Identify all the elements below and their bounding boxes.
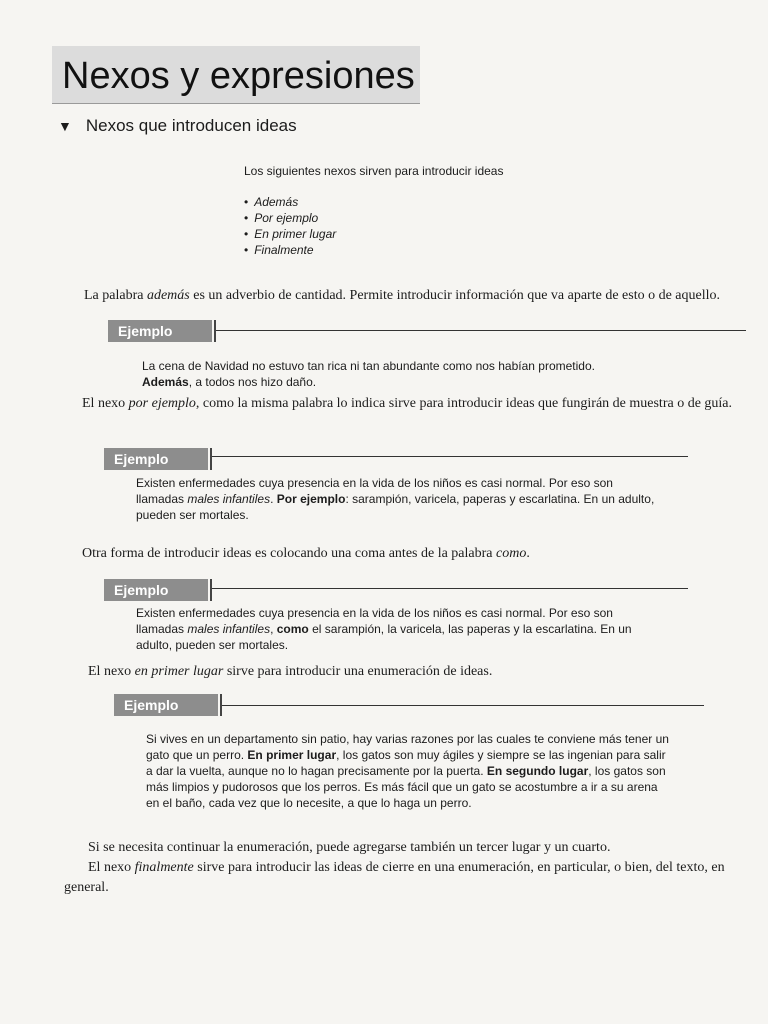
example-label: Ejemplo	[108, 320, 212, 342]
example-rule	[222, 705, 704, 706]
text-run: : sarampión, varicela, paperas y escarlatina. En un adulto, pueden ser mortales.	[136, 492, 655, 522]
paragraph-continuar: Si se necesita continuar la enumeración, puede agregarse también un tercer lugar y un cuarto.	[88, 840, 611, 855]
text-run: La cena de Navidad no estuvo tan rica ni tan abundante como nos habían prometido.	[142, 359, 595, 373]
nexos-list	[244, 194, 336, 258]
example-label: Ejemplo	[114, 694, 218, 716]
text-run: el sarampión, la varicela, las paperas y la escarlatina. En un adulto, pueden ser mortales.	[136, 622, 632, 652]
example-text-2	[136, 475, 660, 523]
paragraph-como	[82, 544, 742, 564]
text-run: El nexo	[88, 860, 135, 875]
list-item: • Finalmente	[244, 242, 336, 258]
paragraph-finalmente	[64, 858, 750, 898]
text-run: , a todos nos hizo daño.	[188, 375, 317, 389]
example-divider	[210, 448, 212, 470]
example-rule	[216, 330, 746, 331]
text-run: , los gatos son más limpios y pudorosos que los perros. Es más fácil que un gato se acostumbre a ir a su arena en el baño, cada vez que lo necesite, a que lo haga un perro.	[146, 764, 666, 810]
text-run: , como la misma palabra lo indica sirve para introducir ideas que fungirán de muestra o de guía.	[195, 396, 733, 411]
example-text-4	[146, 731, 672, 811]
term-italic: en primer lugar	[134, 664, 224, 679]
text-run: sirve para introducir las ideas de cierre en una enumeración, en particular, o bien, del texto, en general.	[64, 860, 725, 895]
text-run: ,	[270, 622, 277, 636]
list-item: • En primer lugar	[244, 226, 336, 242]
section-heading-text: Nexos que introducen ideas	[85, 116, 297, 135]
term-italic: como	[496, 546, 527, 561]
list-item: • Por ejemplo	[244, 210, 336, 226]
nexo-bold: como	[276, 622, 309, 636]
section-heading	[58, 116, 297, 136]
text-run: Otra forma de introducir ideas es colocando una coma antes de la palabra	[82, 546, 496, 561]
example-rule	[212, 456, 688, 457]
nexo-bold: Además	[142, 375, 189, 389]
example-text-3	[136, 605, 660, 653]
bleed-through-stripe	[140, 812, 740, 830]
text-run: , los gatos son muy ágiles y siempre se las ingenian para salir a dar la vuelta, aunque no lo hagan precisamente por la puerta.	[146, 748, 666, 778]
triangle-down-icon: ▼	[58, 118, 72, 134]
term-italic: por ejemplo	[128, 396, 196, 411]
example-text-1	[142, 358, 702, 390]
list-item: • Además	[244, 194, 336, 210]
italic-run: males infantiles	[187, 492, 271, 506]
example-divider	[214, 320, 216, 342]
italic-run: males infantiles	[187, 622, 271, 636]
example-label: Ejemplo	[104, 448, 208, 470]
text-run: .	[526, 546, 530, 561]
text-run: La palabra	[84, 288, 147, 303]
example-divider	[210, 579, 212, 601]
paragraph-por-ejemplo	[60, 394, 750, 414]
title-rule	[52, 103, 420, 104]
nexo-bold: Por ejemplo	[276, 492, 346, 506]
example-label: Ejemplo	[104, 579, 208, 601]
text-run: Existen enfermedades cuya presencia en la vida de los niños es casi normal. Por eso son llamadas	[136, 606, 613, 636]
term-italic: además	[146, 288, 190, 303]
text-run: es un adverbio de cantidad. Permite introducir información que va aparte de esto o de aquello.	[189, 288, 721, 303]
text-run: El nexo	[82, 396, 129, 411]
text-run: El nexo	[88, 664, 135, 679]
example-rule	[212, 588, 688, 589]
text-run: Existen enfermedades cuya presencia en la vida de los niños es casi normal. Por eso son llamadas	[136, 476, 613, 506]
page-title: Nexos y expresiones	[62, 55, 415, 97]
nexo-bold: En primer lugar	[247, 748, 337, 762]
text-run: .	[270, 492, 277, 506]
nexo-bold: En segundo lugar	[486, 764, 589, 778]
term-italic: finalmente	[134, 860, 194, 875]
bleed-through-text	[360, 116, 433, 132]
text-run: Si vives en un departamento sin patio, hay varias razones por las cuales te conviene más tener un gato que un perro.	[146, 732, 669, 762]
paragraph-ademas	[84, 286, 744, 306]
text-run: sirve para introducir una enumeración de ideas.	[223, 664, 493, 679]
intro-text: Los siguientes nexos sirven para introducir ideas	[244, 164, 504, 178]
paragraph-en-primer-lugar	[88, 662, 748, 682]
